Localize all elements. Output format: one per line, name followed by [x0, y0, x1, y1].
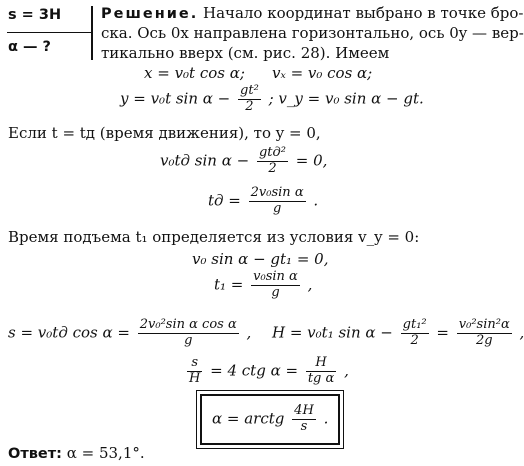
H-den-2: 2g	[475, 332, 493, 348]
ratio-num: s	[187, 356, 202, 372]
s-den: g	[184, 332, 193, 348]
td-result	[208, 186, 318, 217]
x-equation: x = v₀t cos α;	[144, 64, 245, 82]
boxed-num: 4H	[294, 403, 314, 418]
ratio-fraction-2	[306, 356, 336, 387]
t1-den: g	[271, 284, 280, 300]
solution-heading: Решение.	[101, 6, 199, 22]
H-fraction-1	[401, 318, 429, 349]
ratio-fraction-1	[187, 356, 202, 387]
rise-text: Время подъема t₁ определяется из условия v_y = 0:	[8, 228, 420, 246]
H-equation	[272, 318, 524, 349]
t1-right: ,	[307, 275, 313, 294]
t1-fraction	[251, 270, 300, 301]
t1-left: t₁ =	[214, 275, 244, 294]
H-mid: =	[436, 323, 449, 342]
vx-equation: vₓ = v₀ cos α;	[272, 64, 373, 82]
solution-intro-line-1	[101, 6, 523, 22]
boxed-den: s	[300, 418, 308, 434]
ratio-den-2: tg α	[307, 370, 335, 386]
s-right: ,	[246, 323, 252, 342]
s-left: s = v₀tд cos α =	[8, 323, 130, 342]
H-num-2: v₀²sin²α	[458, 317, 510, 332]
solution-intro-text-1: Начало координат выбрано в точке бро-	[203, 4, 524, 22]
y-eq-left: y = v₀t sin α −	[120, 89, 231, 108]
td-equation	[160, 146, 327, 177]
solution-intro-line-2: ска. Ось 0x направлена горизонтально, ось 0y — вер-	[101, 24, 524, 42]
s-fraction	[138, 318, 239, 349]
td-eq-left: v₀tд sin α −	[160, 151, 250, 170]
given-line-1: s = 3H	[8, 7, 62, 23]
td-result-right: .	[313, 191, 319, 210]
td-eq-right: = 0,	[295, 151, 328, 170]
boxed-fraction	[292, 404, 316, 435]
rise-equation: v₀ sin α − gt₁ = 0,	[192, 250, 329, 268]
answer-value: α = 53,1°.	[66, 444, 145, 462]
ratio-right: ,	[344, 361, 349, 380]
s-num: 2v₀²sin α cos α	[139, 317, 237, 332]
boxed-right: .	[323, 409, 329, 428]
y-equation	[120, 84, 424, 115]
answer-label: Ответ:	[8, 446, 62, 462]
td-result-den: g	[272, 200, 282, 216]
td-result-left: tд =	[208, 191, 241, 210]
y-fraction	[238, 84, 261, 115]
ratio-den: H	[189, 370, 201, 386]
y-eq-right: ; v_y = v₀ sin α − gt.	[268, 89, 424, 108]
condition-text: Если t = tд (время движения), то y = 0,	[8, 124, 321, 142]
td-frac-num: gtд²	[258, 145, 286, 160]
boxed-left: α = arctg	[212, 409, 285, 428]
ratio-mid: = 4 ctg α =	[210, 361, 299, 380]
H-left: H = v₀t₁ sin α −	[272, 323, 393, 342]
given-divider	[7, 32, 91, 33]
t1-num: v₀sin α	[253, 269, 298, 284]
td-fraction	[257, 146, 288, 177]
t1-equation	[214, 270, 312, 301]
given-vertical-rule	[91, 6, 93, 60]
solution-intro-line-3: тикально вверх (см. рис. 28). Имеем	[101, 44, 390, 62]
td-result-num: 2v₀sin α	[250, 185, 304, 200]
H-den-1: 2	[410, 332, 419, 348]
H-fraction-2	[457, 318, 512, 349]
given-line-2: α — ?	[8, 39, 51, 55]
H-num-1: gt₁²	[402, 317, 427, 332]
boxed-result	[200, 394, 340, 445]
ratio-equation	[184, 356, 349, 387]
td-result-fraction	[249, 186, 306, 217]
y-frac-num: gt²	[240, 83, 259, 98]
s-equation	[8, 318, 251, 349]
y-frac-den: 2	[245, 98, 254, 114]
H-right: ,	[519, 323, 524, 342]
ratio-num-2: H	[306, 356, 336, 372]
td-frac-den: 2	[268, 160, 277, 176]
answer-line	[8, 446, 145, 462]
